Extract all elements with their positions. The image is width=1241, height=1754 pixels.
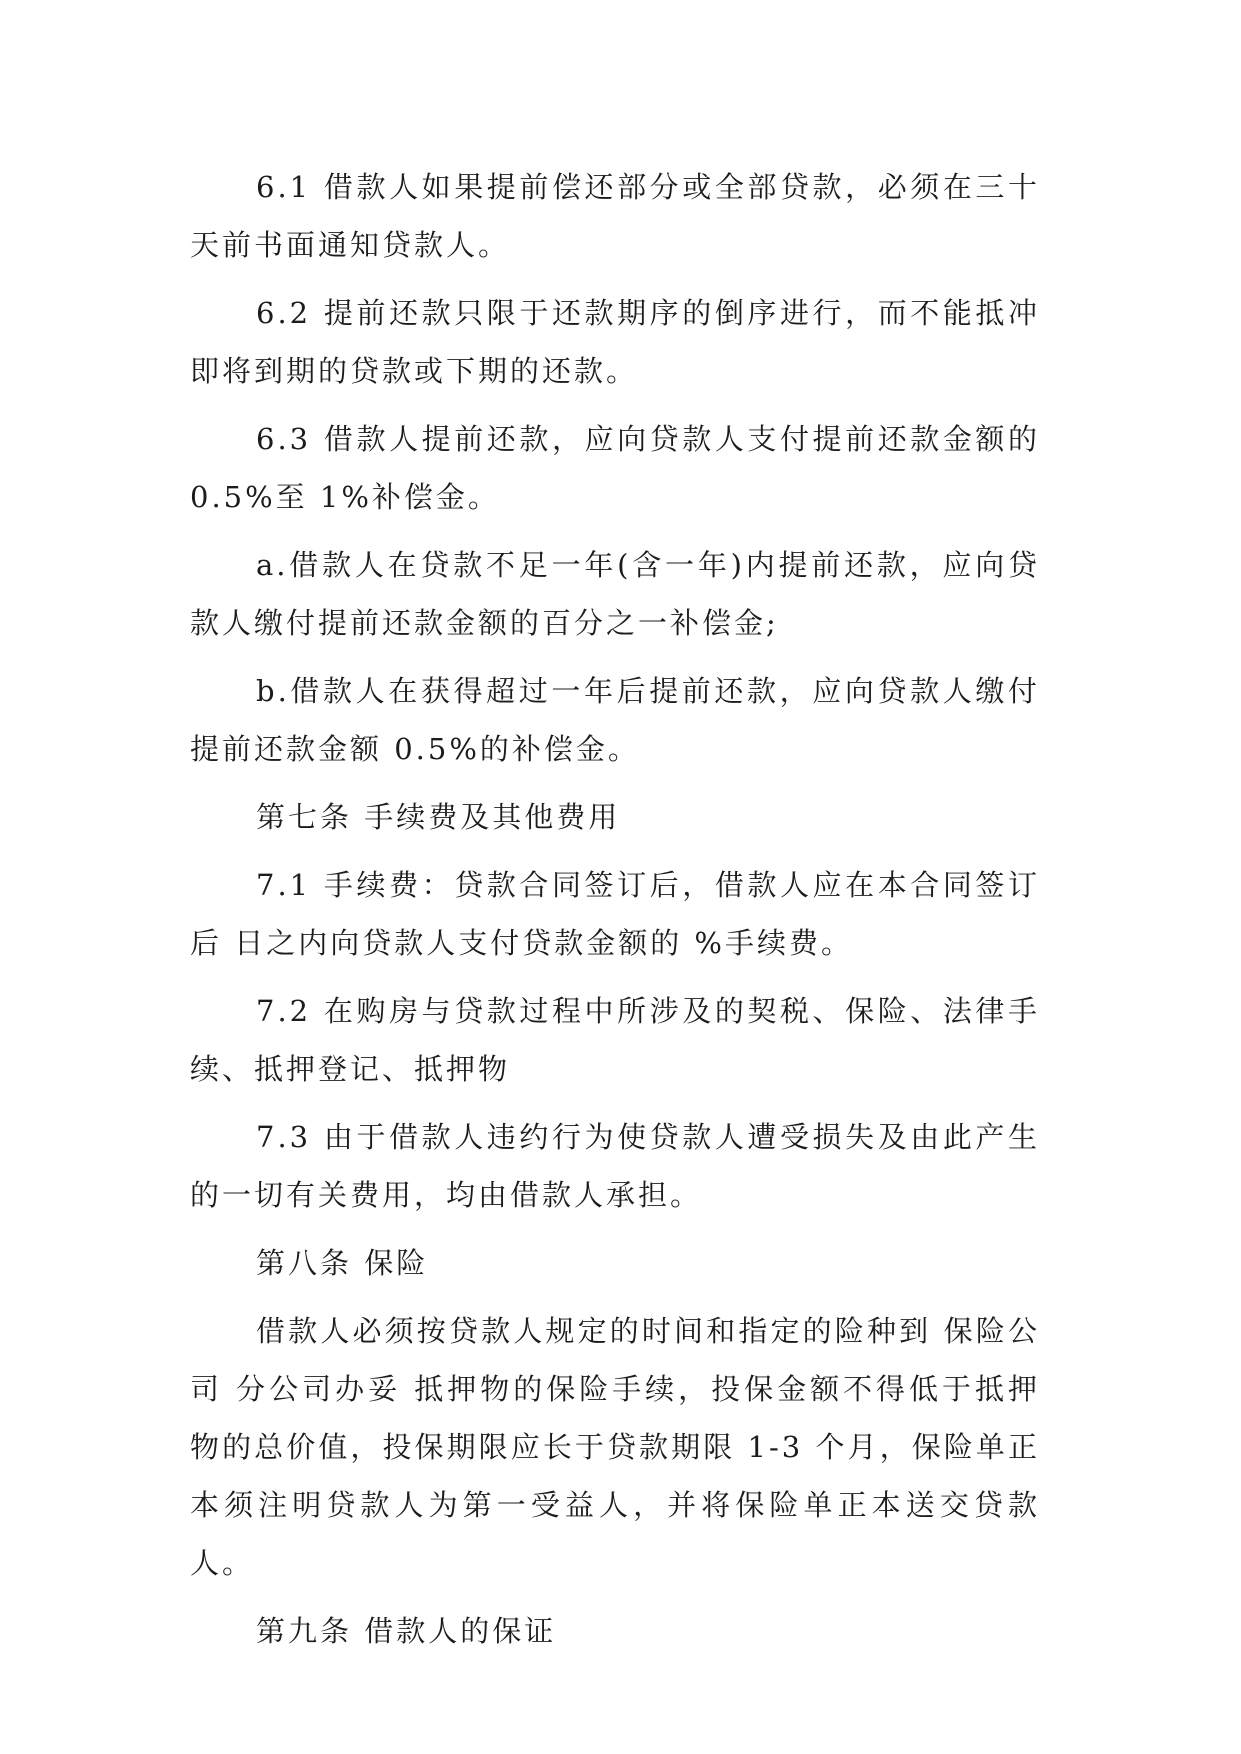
paragraph-gap	[190, 846, 1040, 856]
paragraph-gap	[190, 1592, 1040, 1602]
article-8-body: 借款人必须按贷款人规定的时间和指定的险种到 保险公司 分公司办妥 抵押物的保险手续，投保金额不得低于抵押物的总价值，投保期限应长于贷款期限 1-3 个月，保险单正本须注明贷款人为第一受益人，并将保险单正本送交贷款人。	[190, 1314, 1040, 1580]
article-8-heading: 第八条 保险	[256, 1246, 429, 1280]
article-7-heading: 第七条 手续费及其他费用	[256, 800, 621, 834]
paragraph-gap	[190, 274, 1040, 284]
paragraph-gap	[190, 972, 1040, 982]
paragraph-gap	[190, 1098, 1040, 1108]
paragraph-gap	[190, 652, 1040, 662]
clause-6-3: 6.3 借款人提前还款，应向贷款人支付提前还款金额的0.5%至 1%补偿金。	[190, 422, 1040, 514]
clause-6-1: 6.1 借款人如果提前偿还部分或全部贷款，必须在三十天前书面通知贷款人。	[190, 170, 1040, 262]
clause-7-2: 7.2 在购房与贷款过程中所涉及的契税、保险、法律手续、抵押登记、抵押物	[190, 994, 1040, 1086]
clause-6-3-b: b.借款人在获得超过一年后提前还款，应向贷款人缴付提前还款金额 0.5%的补偿金。	[190, 674, 1040, 766]
paragraph-gap	[190, 526, 1040, 536]
article-9-heading: 第九条 借款人的保证	[256, 1614, 557, 1648]
paragraph-gap	[190, 1224, 1040, 1234]
clause-6-3-a: a.借款人在贷款不足一年(含一年)内提前还款，应向贷款人缴付提前还款金额的百分之一补偿金;	[190, 548, 1040, 640]
paragraph-gap	[190, 1292, 1040, 1302]
document-body	[190, 158, 1040, 1660]
clause-6-2: 6.2 提前还款只限于还款期序的倒序进行，而不能抵冲即将到期的贷款或下期的还款。	[190, 296, 1040, 388]
clause-7-1: 7.1 手续费：贷款合同签订后，借款人应在本合同签订后 日之内向贷款人支付贷款金额的 %手续费。	[190, 868, 1040, 960]
paragraph-gap	[190, 400, 1040, 410]
paragraph-gap	[190, 778, 1040, 788]
clause-7-3: 7.3 由于借款人违约行为使贷款人遭受损失及由此产生的一切有关费用，均由借款人承担。	[190, 1120, 1040, 1212]
